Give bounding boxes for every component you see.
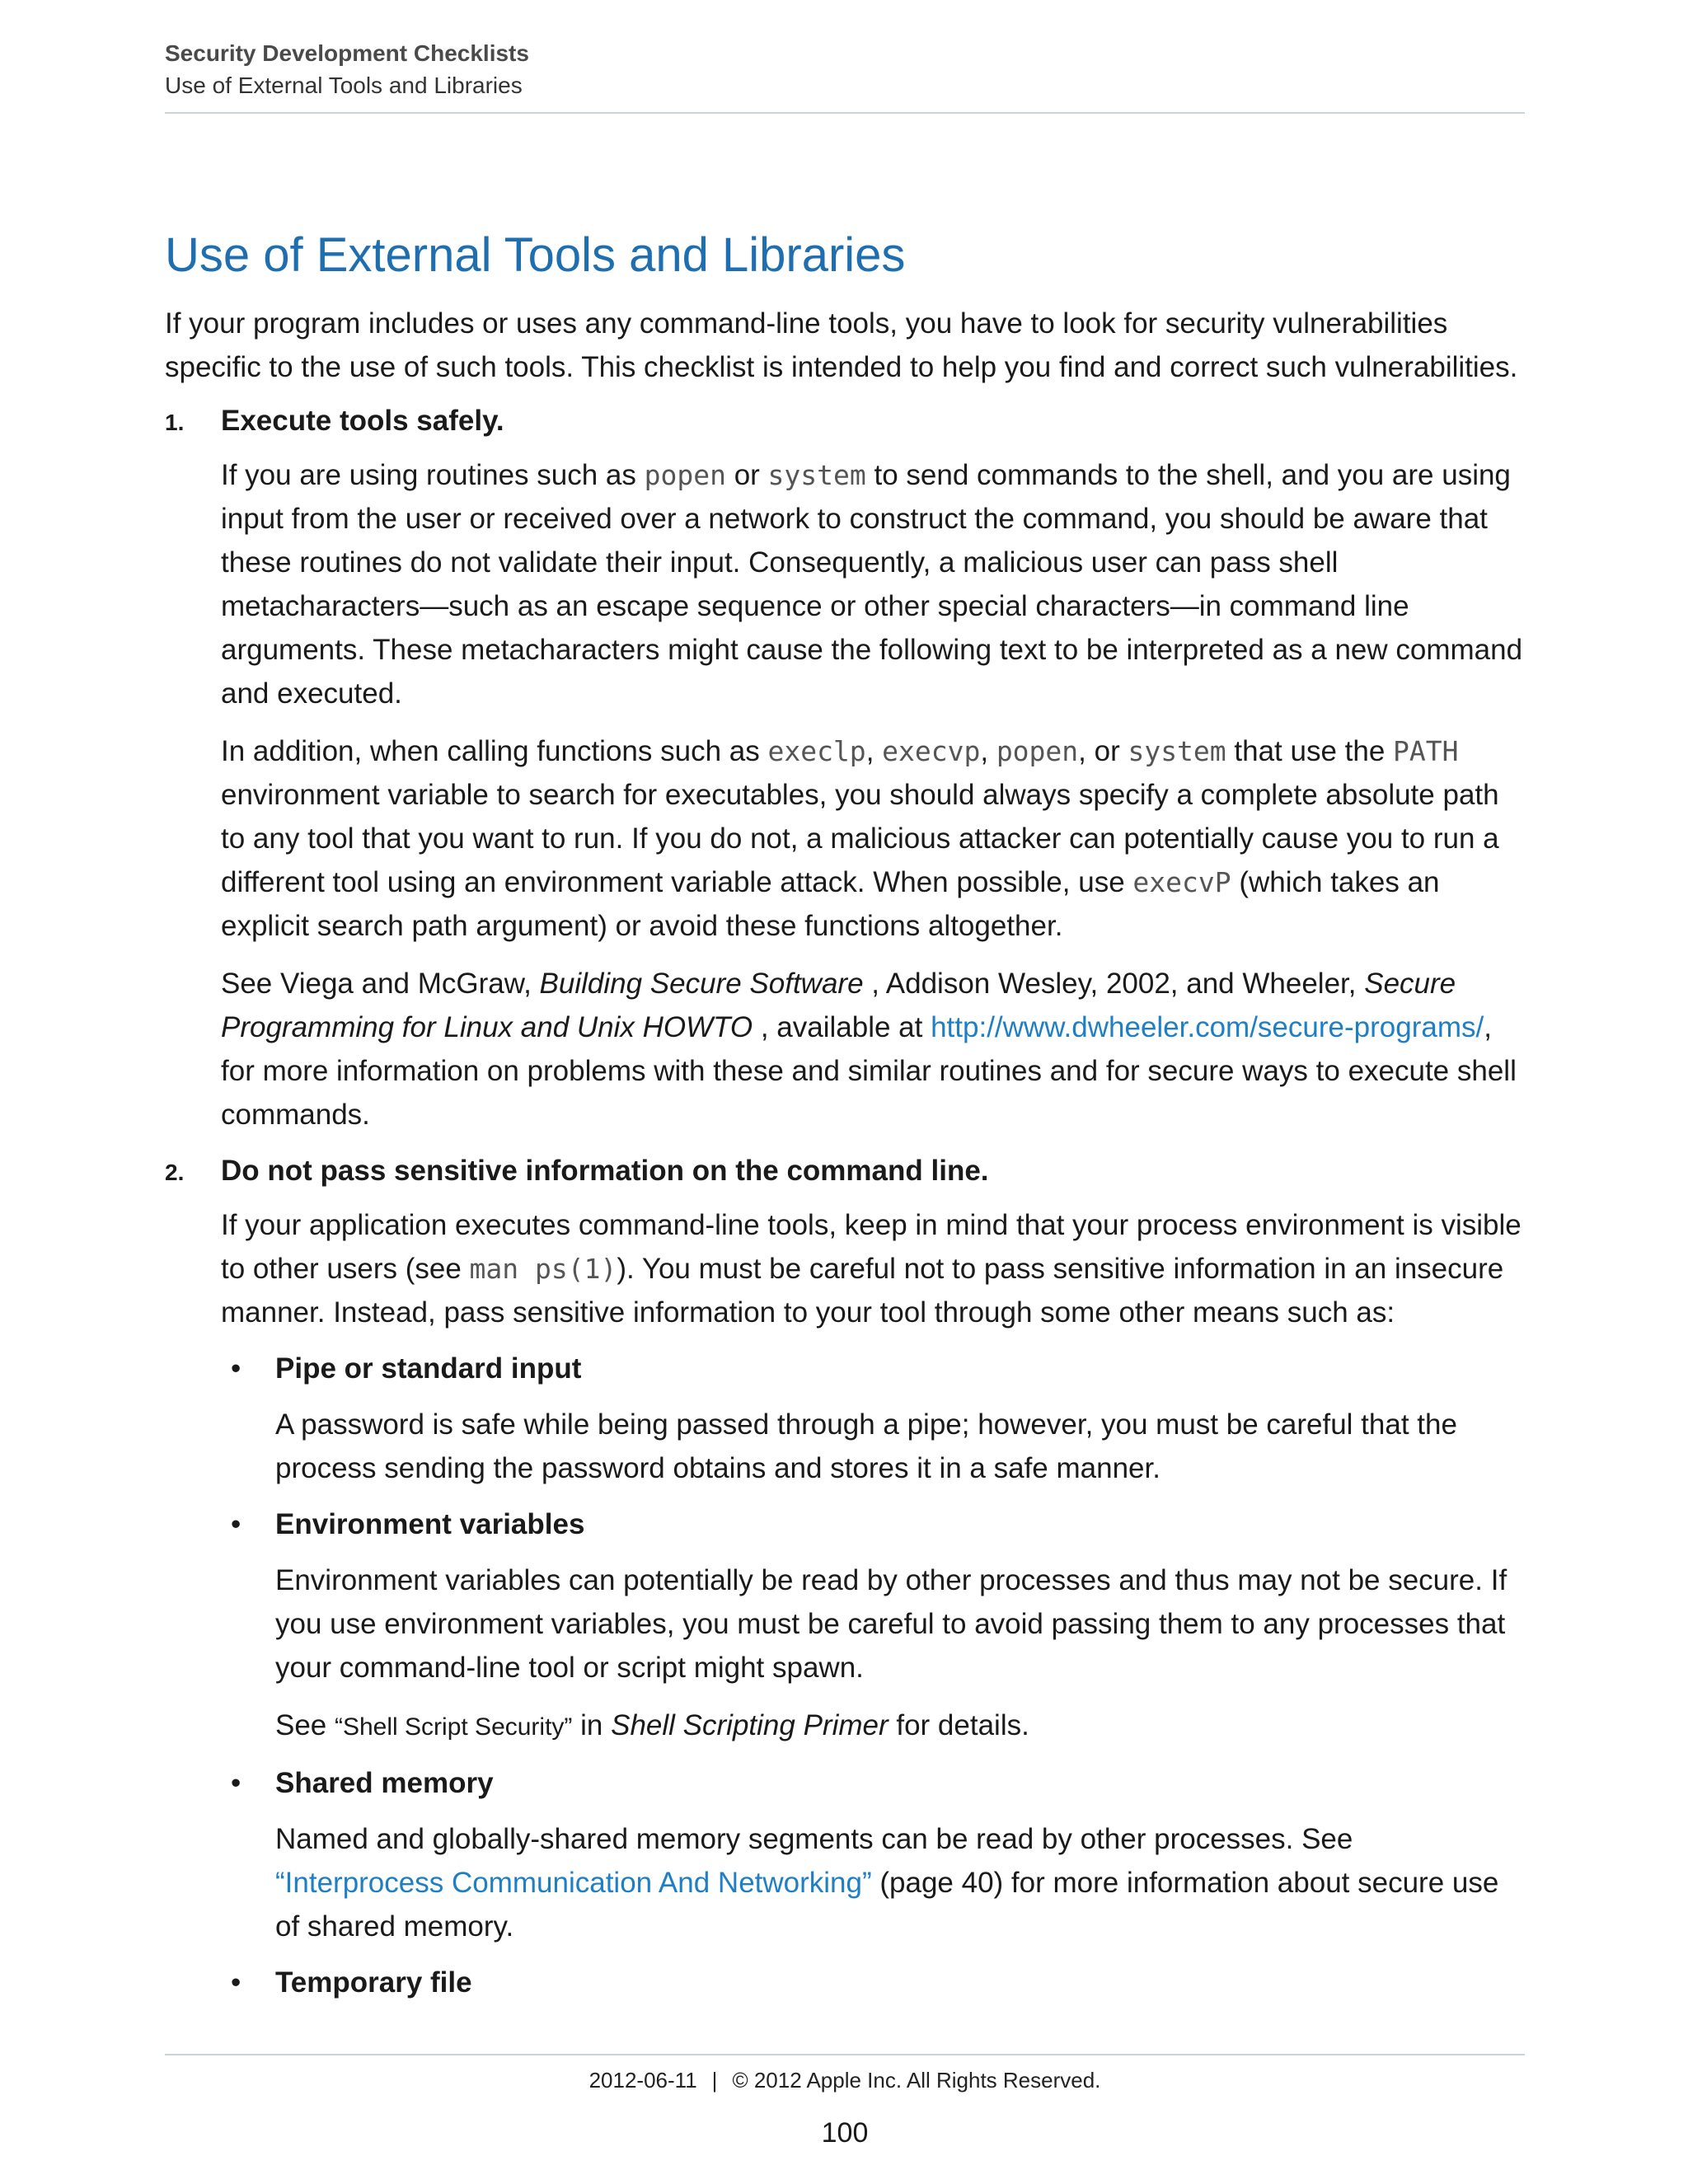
footer-date: 2012-06-11 [588, 2068, 697, 2093]
code: execlp [767, 735, 866, 767]
bullet-text [275, 1817, 1525, 1948]
bullet-icon: • [231, 1966, 241, 1999]
text: or [725, 459, 768, 491]
footer-copyright: © 2012 Apple Inc. All Rights Reserved. [732, 2068, 1101, 2093]
dwheeler-link[interactable]: http://www.dwheeler.com/secure-programs/ [931, 1011, 1484, 1043]
bullet-title: Temporary file [275, 1966, 472, 1999]
text: , [865, 735, 883, 767]
text: (page 40) for more information about secure use of shared memory. [275, 1867, 1499, 1943]
bullet-icon: • [231, 1508, 241, 1540]
bullet-title: Pipe or standard input [275, 1352, 582, 1385]
footer-separator: | [711, 2068, 718, 2093]
text: to send commands to the shell, and you are using input from the user or received over a network to construct the command, you should be aware that these routines do not validate their input. Consequently, a malicious user can pass shell metacharacters—such as an escape sequence or other special characters—in command line arguments. These metacharacters might cause the following text to be interpreted as a new command and executed. [221, 459, 1523, 710]
bullet-icon: • [231, 1767, 241, 1799]
checklist-item-2 [165, 1151, 1525, 2004]
code: execvP [1132, 866, 1231, 898]
item-title: Execute tools safely. [221, 405, 504, 437]
running-header [165, 38, 1525, 114]
text: , Addison Wesley, 2002, and Wheeler, [863, 968, 1365, 1000]
bullet-title: Shared memory [275, 1767, 494, 1799]
text: See Viega and McGraw, [221, 968, 540, 1000]
bullet-item-temporary-file [231, 1962, 1525, 2004]
see-also [275, 1704, 1525, 1749]
footer [165, 2065, 1525, 2095]
code: system [1128, 735, 1226, 767]
code: system [767, 459, 866, 491]
text: If you are using routines such as [221, 459, 645, 491]
paragraph [221, 729, 1525, 948]
text: , or [1078, 735, 1128, 767]
paragraph [221, 453, 1525, 715]
page-title: Use of External Tools and Libraries [165, 228, 906, 282]
bullet-text: A password is safe while being passed through a pipe; however, you must be careful that the process sending the password obtains and stores it in a safe manner. [275, 1408, 1457, 1484]
bullet-item-environment [231, 1504, 1525, 1749]
text: environment variable to search for executables, you should always specify a complete absolute path to any tool that you want to run. If you do not, a malicious attacker can potentially cause you to run a different tool using an environment variable attack. When possible, use [221, 779, 1499, 898]
interprocess-link[interactable]: “Interprocess Communication And Networking” [275, 1867, 872, 1899]
cross-reference: “Shell Script Security” [335, 1713, 573, 1741]
text: , for more information on problems with these and similar routines and for secure ways to execute shell commands. [221, 1011, 1517, 1131]
paragraph [221, 962, 1525, 1137]
code: popen [644, 459, 726, 491]
code: PATH [1393, 735, 1459, 767]
text: , available at [753, 1011, 931, 1043]
footer-divider [165, 2054, 1525, 2055]
bullet-icon: • [231, 1352, 241, 1385]
page-number: 100 [821, 2117, 869, 2149]
item-number: 2. [165, 1160, 185, 1185]
checklist-item-1 [165, 401, 1525, 1137]
book-title: Building Secure Software [539, 968, 864, 1000]
text: (which takes an explicit search path argument) or avoid these functions altogether. [221, 866, 1440, 942]
main-content [165, 223, 1525, 2017]
bullet-item-pipe [231, 1348, 1525, 1490]
book-title: Shell Scripting Primer [611, 1709, 889, 1741]
code: man ps(1) [469, 1253, 617, 1285]
bullet-text: Environment variables can potentially be read by other processes and thus may not be secure. If you use environment variables, you must be careful to avoid passing them to any processes that your command-line tool or script might spawn. [275, 1564, 1507, 1684]
text: ). You must be careful not to pass sensitive information in an insecure manner. Instead, pass sensitive information to your tool through some other means such as: [221, 1253, 1504, 1329]
section-title: Use of External Tools and Libraries [165, 73, 523, 98]
book-title: Secure Programming for Linux and Unix HOWTO [221, 968, 1456, 1043]
text: See [275, 1709, 335, 1741]
code: execvp [882, 735, 981, 767]
text: in [572, 1709, 612, 1741]
item-number: 1. [165, 410, 185, 435]
paragraph [221, 1203, 1525, 1334]
text: Named and globally-shared memory segments can be read by other processes. See [275, 1823, 1353, 1855]
bullet-title: Environment variables [275, 1508, 585, 1540]
bullet-list [221, 1348, 1525, 2004]
text: that use the [1226, 735, 1394, 767]
code: popen [996, 735, 1079, 767]
intro-paragraph: If your program includes or uses any command-line tools, you have to look for security vulnerabilities specific to the use of such tools. This checklist is intended to help you find and correct such vulnerabilities. [165, 307, 1518, 383]
item-title: Do not pass sensitive information on the command line. [221, 1155, 989, 1187]
text: , [980, 735, 996, 767]
document-title: Security Development Checklists [165, 40, 529, 66]
text: for details. [888, 1709, 1029, 1741]
bullet-item-shared-memory [231, 1763, 1525, 1948]
text: In addition, when calling functions such as [221, 735, 768, 767]
text: If your application executes command-line tools, keep in mind that your process environment is visible to other users (see [221, 1209, 1522, 1285]
